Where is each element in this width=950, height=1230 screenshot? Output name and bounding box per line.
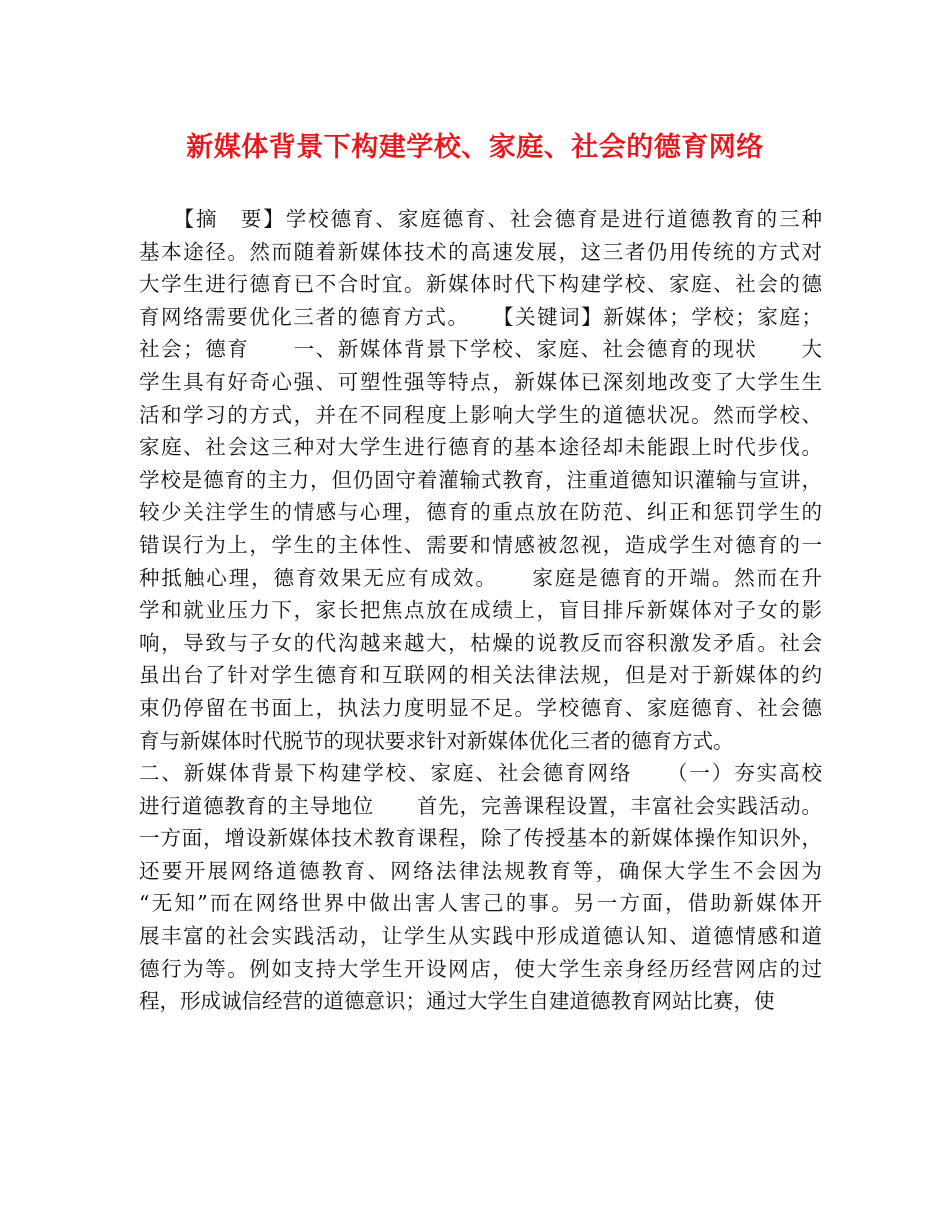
body-line: 程，形成诚信经营的道德意识；通过大学生自建道德教育网站比赛，使 xyxy=(139,989,775,1014)
body-line: 育与新媒体时代脱节的现状要求针对新媒体优化三者的德育方式。 xyxy=(139,728,734,753)
body-line: 学校是德育的主力，但仍固守着灌输式教育，注重道德知识灌输与宣讲， xyxy=(139,467,822,492)
body-line: 基本途径。然而随着新媒体技术的高速发展，这三者仍用传统的方式对 xyxy=(139,239,822,264)
document-title: 新媒体背景下构建学校、家庭、社会的德育网络 xyxy=(186,132,764,163)
body-line: 育网络需要优化三者的德育方式。 【关键词】新媒体；学校；家庭； xyxy=(139,304,822,329)
body-line: 二、新媒体背景下构建学校、家庭、社会德育网络 （一）夯实高校 xyxy=(139,761,822,786)
body-line: 还要开展网络道德教育、网络法律法规教育等，确保大学生不会因为 xyxy=(139,858,822,883)
body-line: 学生具有好奇心强、可塑性强等特点，新媒体已深刻地改变了大学生生 xyxy=(139,369,822,394)
body-line: 大学生进行德育已不合时宜。新媒体时代下构建学校、家庭、社会的德 xyxy=(139,272,822,297)
body-line: 种抵触心理，德育效果无应有成效。 家庭是德育的开端。然而在升 xyxy=(139,565,822,590)
body-line: 活和学习的方式，并在不同程度上影响大学生的道德状况。然而学校、 xyxy=(139,402,822,427)
body-line: 展丰富的社会实践活动，让学生从实践中形成道德认知、道德情感和道 xyxy=(139,924,822,949)
body-line: “无知”而在网络世界中做出害人害己的事。另一方面，借助新媒体开 xyxy=(139,891,822,916)
body-line: 德行为等。例如支持大学生开设网店，使大学生亲身经历经营网店的过 xyxy=(139,956,822,981)
body-line: 一方面，增设新媒体技术教育课程，除了传授基本的新媒体操作知识外， xyxy=(139,826,822,851)
body-line: 学和就业压力下，家长把焦点放在成绩上，盲目排斥新媒体对子女的影 xyxy=(139,598,822,623)
body-line: 【摘 要】学校德育、家庭德育、社会德育是进行道德教育的三种 xyxy=(139,207,822,231)
body-line: 响，导致与子女的代沟越来越大，枯燥的说教反而容积激发矛盾。社会 xyxy=(139,630,822,655)
body-line: 家庭、社会这三种对大学生进行德育的基本途径却未能跟上时代步伐。 xyxy=(139,435,822,460)
body-line: 较少关注学生的情感与心理，德育的重点放在防范、纠正和惩罚学生的 xyxy=(139,500,822,525)
document-body xyxy=(139,203,822,1018)
body-line: 错误行为上，学生的主体性、需要和情感被忽视，造成学生对德育的一 xyxy=(139,532,822,557)
body-line: 进行道德教育的主导地位 首先，完善课程设置，丰富社会实践活动。 xyxy=(139,793,822,818)
body-line: 虽出台了针对学生德育和互联网的相关法律法规，但是对于新媒体的约 xyxy=(139,663,822,688)
body-line: 社会；德育 一、新媒体背景下学校、家庭、社会德育的现状 大 xyxy=(139,337,822,362)
body-line: 束仍停留在书面上，执法力度明显不足。学校德育、家庭德育、社会德 xyxy=(139,695,822,720)
